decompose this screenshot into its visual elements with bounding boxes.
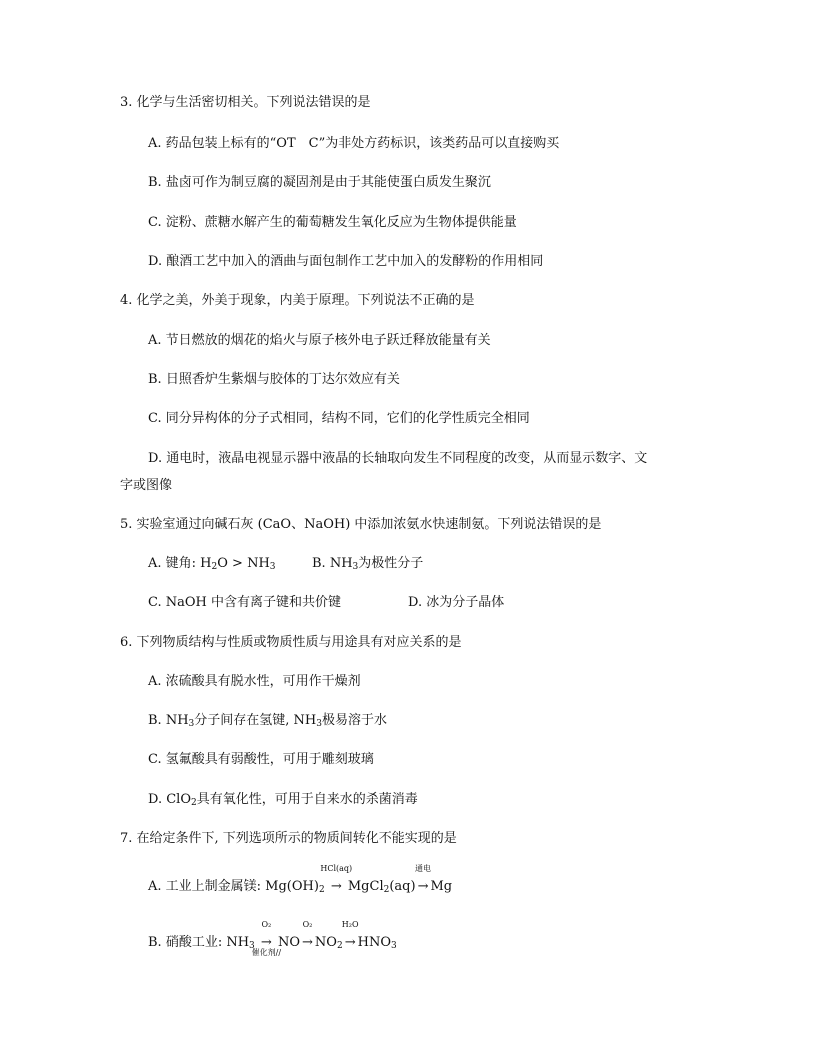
question-5-option-b xyxy=(312,555,423,573)
q7b-arrow-1-label: O₂ xyxy=(261,920,272,929)
q5a-sub1: 2 xyxy=(211,562,218,572)
question-5-option-d: D. 冰为分子晶体 xyxy=(408,595,505,610)
q6b-mid: 分子间存在氢键, NH xyxy=(194,713,317,728)
question-3-option-d: D. 酿酒工艺中加入的酒曲与面包制作工艺中加入的发酵粉的作用相同 xyxy=(148,254,544,269)
q7b-prefix: B. 硝酸工业: NH xyxy=(148,935,250,950)
q5b-prefix: B. NH xyxy=(312,556,353,571)
question-4-option-d-line1: D. 通电时，液晶电视显示器中液晶的长轴取向发生不同程度的改变，从而显示数字、文 xyxy=(148,451,648,466)
q5a-mid: O > NH xyxy=(217,556,270,571)
q7b-arrow-1 xyxy=(251,920,282,957)
question-6-option-b xyxy=(148,712,387,730)
q6d-suffix: 具有氧化性，可用于自来水的杀菌消毒 xyxy=(196,792,418,807)
q7a-sub2: 2 xyxy=(383,885,390,895)
q7a-prefix: A. 工业上制金属镁: Mg(OH) xyxy=(148,879,319,894)
q7b-end: HNO xyxy=(357,935,391,950)
q5a-prefix: A. 键角: H xyxy=(148,556,212,571)
question-5-option-c: C. NaOH 中含有离子键和共价键 xyxy=(148,595,342,610)
q7a-arrow-1 xyxy=(320,864,353,896)
q7a-arrow-2-label: 通电 xyxy=(415,864,432,873)
q7b-mid2: NO xyxy=(314,935,337,950)
question-6-stem: 6. 下列物质结构与性质或物质性质与用途具有对应关系的是 xyxy=(120,635,462,650)
question-5-stem: 5. 实验室通过向碱石灰 (CaO、NaOH) 中添加浓氨水快速制氨。下列说法错误的是 xyxy=(120,517,602,532)
reaction-arrow-icon: → xyxy=(302,935,313,950)
reaction-arrow-icon: → xyxy=(260,935,272,950)
q6b-sub1: 3 xyxy=(188,719,195,729)
q7a-mid: MgCl xyxy=(347,879,384,894)
q7b-sub2: 2 xyxy=(336,941,343,951)
q6b-suffix: 极易溶于水 xyxy=(321,713,387,728)
q7b-arrow-3-label: H₂O xyxy=(341,920,359,929)
q7b-mid1: NO xyxy=(277,935,301,950)
question-6-option-c: C. 氢氟酸具有弱酸性，可用于雕刻玻璃 xyxy=(148,752,374,767)
question-7-option-a xyxy=(148,864,453,896)
question-4-option-b: B. 日照香炉生紫烟与胶体的丁达尔效应有关 xyxy=(148,372,400,387)
q7b-arrow-2-label: O₂ xyxy=(302,920,313,929)
q6d-prefix: D. ClO xyxy=(148,792,191,807)
q7b-arrow-1-catalyst: 催化剂// xyxy=(251,948,282,957)
q5b-suffix: 为极性分子 xyxy=(358,556,424,571)
q6d-sub: 2 xyxy=(191,798,197,808)
q7a-end: Mg xyxy=(430,879,453,894)
question-3-stem: 3. 化学与生活密切相关。下列说法错误的是 xyxy=(120,95,371,110)
question-4-option-a: A. 节日燃放的烟花的焰火与原子核外电子跃迁释放能量有关 xyxy=(148,333,491,348)
question-3-option-c: C. 淀粉、蔗糖水解产生的葡萄糖发生氧化反应为生物体提供能量 xyxy=(148,215,517,230)
question-4-option-d-line2: 字或图像 xyxy=(120,478,173,493)
q7a-arrow-1-label: HCl(aq) xyxy=(320,864,353,873)
reaction-arrow-icon: → xyxy=(330,879,342,894)
q5b-sub: 3 xyxy=(352,562,359,572)
q7b-arrow-2 xyxy=(300,920,315,952)
question-4-stem: 4. 化学之美，外美于现象，内美于原理。下列说法不正确的是 xyxy=(120,293,475,308)
q7a-arrow-2 xyxy=(415,864,432,896)
q6b-prefix: B. NH xyxy=(148,713,189,728)
q7a-mid2: (aq) xyxy=(389,879,416,894)
q7b-end-sub: 3 xyxy=(390,941,397,951)
q7b-arrow-3 xyxy=(341,920,359,952)
q6b-sub2: 3 xyxy=(316,719,322,729)
reaction-arrow-icon: → xyxy=(417,879,429,894)
question-7-stem: 7. 在给定条件下, 下列选项所示的物质间转化不能实现的是 xyxy=(120,831,457,846)
q5a-sub2: 3 xyxy=(269,562,276,572)
question-7-option-b xyxy=(148,920,397,957)
q7b-sub1: 3 xyxy=(249,941,255,951)
q7a-sub1: 2 xyxy=(318,885,325,895)
reaction-arrow-icon: → xyxy=(344,935,356,950)
question-5-option-a xyxy=(148,555,276,573)
question-6-option-d xyxy=(148,791,418,809)
question-4-option-c: C. 同分异构体的分子式相同，结构不同，它们的化学性质完全相同 xyxy=(148,411,530,426)
question-6-option-a: A. 浓硫酸具有脱水性，可用作干燥剂 xyxy=(148,674,361,689)
question-3-option-a: A. 药品包装上标有的“OT C”为非处方药标识，该类药品可以直接购买 xyxy=(148,136,560,151)
question-3-option-b: B. 盐卤可作为制豆腐的凝固剂是由于其能使蛋白质发生聚沉 xyxy=(148,175,491,190)
